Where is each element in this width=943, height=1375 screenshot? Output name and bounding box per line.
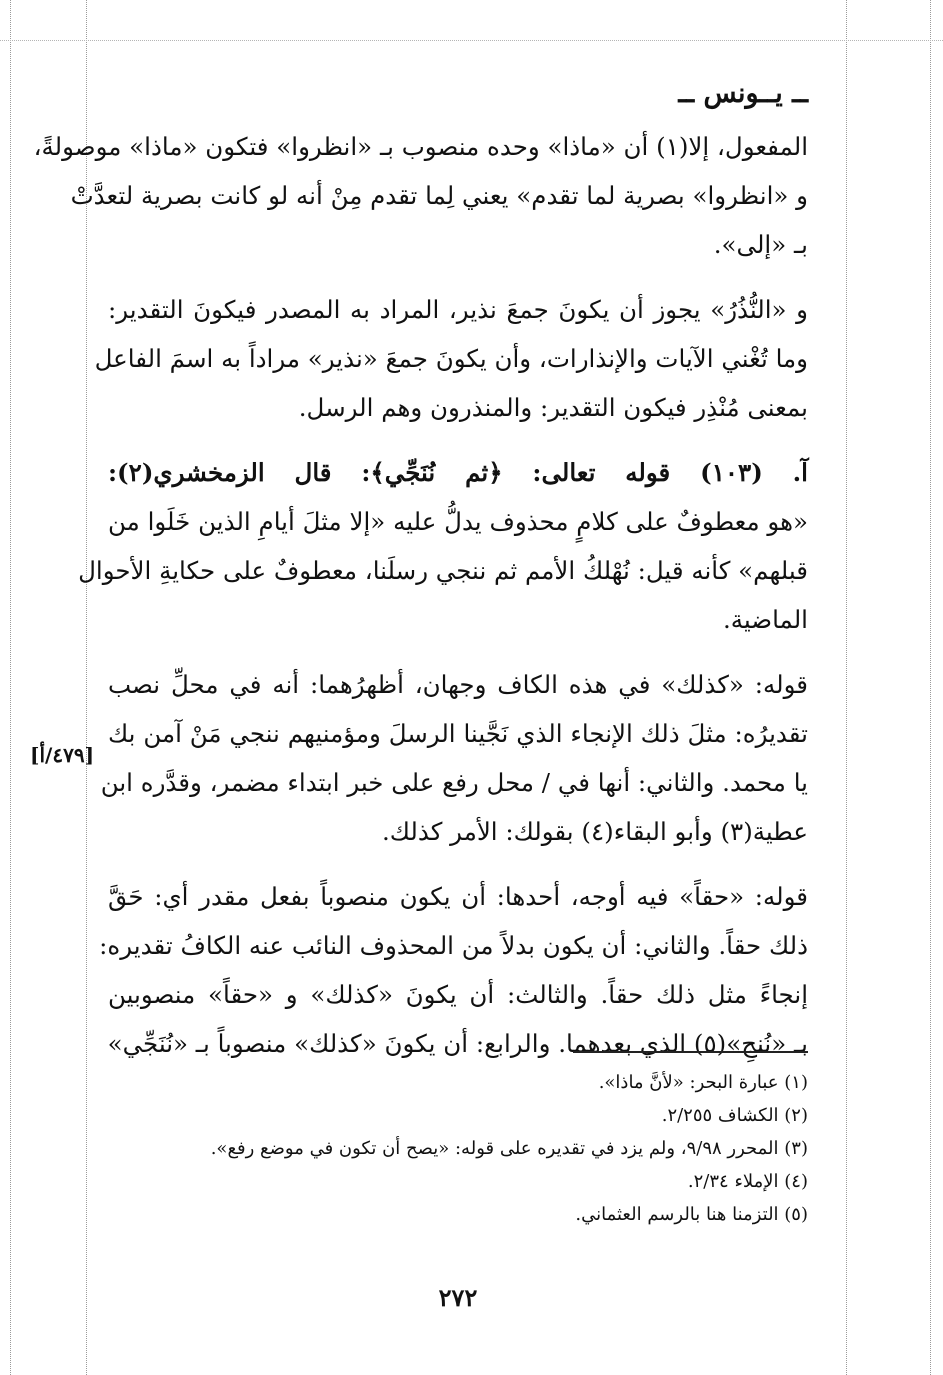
manuscript-folio-note: [٤٧٩/أ] bbox=[30, 743, 95, 767]
text-line: إنجاءً مثل ذلك حقاً. والثالث: أن يكونَ «كذلك» و «حقاً» منصوبين bbox=[108, 980, 808, 1009]
verse-heading: آ. (١٠٣) قوله تعالى: ﴿ثم نُنَجِّي﴾: قال الزمخشري(٢): bbox=[108, 458, 808, 487]
paragraph bbox=[100, 660, 808, 856]
text-line: المفعول، إلا(١) أن «ماذا» وحده منصوب بـ «انظروا» فتكون «ماذا» موصولةً، bbox=[33, 132, 808, 161]
text-line: يا محمد. والثاني: أنها في / محل رفع على خبر ابتداء مضمر، وقدَّره ابن bbox=[100, 768, 808, 797]
scan-edge-left bbox=[10, 0, 11, 1375]
footnote: (٢) الكشاف ٢/٢٥٥. bbox=[661, 1105, 808, 1126]
footnote-separator bbox=[573, 1051, 808, 1053]
running-header: ــ يــونس ــ bbox=[678, 78, 808, 109]
text-line: تقديرُه: مثلَ ذلك الإنجاء الذي نَجَّينا الرسلَ ومؤمنيهم ننجي مَنْ آمن بك bbox=[108, 719, 808, 748]
footnote: (٥) التزمنا هنا بالرسم العثماني. bbox=[575, 1204, 808, 1225]
paragraph bbox=[78, 448, 808, 644]
footnote: (٣) المحرر ٩/٩٨، ولم يزد في تقديره على قوله: «يصح أن تكون في موضع رفع». bbox=[210, 1138, 808, 1159]
scan-guide-right bbox=[846, 0, 847, 1375]
text-line: ذلك حقاً. والثاني: أن يكون بدلاً من المحذوف النائب عنه الكافُ تقديره: bbox=[99, 931, 808, 960]
footnotes bbox=[211, 1066, 808, 1231]
paragraph bbox=[99, 872, 808, 1068]
text-line: قوله: «كذلك» في هذه الكاف وجهان، أظهرُهما: أنه في محلِّ نصب bbox=[108, 670, 808, 699]
paragraph bbox=[94, 285, 808, 432]
text-line: قبلهم» كأنه قيل: نُهْلكُ الأمم ثم ننجي رسلَنا، معطوفٌ على حكايةِ الأحوال bbox=[78, 556, 808, 585]
text-line: قوله: «حقاً» فيه أوجه، أحدها: أن يكون منصوباً بفعل مقدر أي: حَقَّ bbox=[108, 882, 808, 911]
scan-edge-right bbox=[930, 0, 931, 1375]
footnote: (١) عبارة البحر: «لأنَّ ماذا». bbox=[598, 1072, 808, 1093]
text-line: بمعنى مُنْذِر فيكون التقدير: والمنذرون وهم الرسل. bbox=[298, 393, 808, 422]
footnote: (٤) الإملاء ٢/٣٤. bbox=[687, 1171, 808, 1192]
text-line: و «انظروا» بصرية لما تقدم» يعني لِما تقدم مِنْ أنه لو كانت بصرية لتعدَّتْ bbox=[70, 181, 808, 210]
text-line: و «النُّذُرُ» يجوز أن يكونَ جمعَ نذير، المراد به المصدر فيكونَ التقدير: bbox=[108, 295, 808, 324]
text-line: بـ «نُنجِ»(٥) الذي بعدهما. والرابع: أن يكونَ «كذلك» منصوباً بـ «نُنَجِّي» bbox=[107, 1029, 808, 1058]
text-line: الماضية. bbox=[722, 605, 808, 634]
book-page bbox=[30, 70, 808, 1350]
text-line: بـ «إلى». bbox=[713, 230, 808, 259]
text-line: عطية(٣) وأبو البقاء(٤) بقولك: الأمر كذلك. bbox=[381, 817, 808, 846]
text-line: «هو معطوفٌ على كلامٍ محذوف يدلُّ عليه «إلا مثلَ أيامِ الذين خَلَوا من bbox=[108, 507, 808, 536]
text-line: وما تُغْني الآيات والإنذارات، وأن يكونَ جمعَ «نذير» مراداً به اسمَ الفاعل bbox=[94, 344, 808, 373]
paragraph bbox=[33, 122, 808, 269]
scan-guide-top bbox=[0, 40, 943, 41]
page-number: ٢٧٢ bbox=[438, 1283, 478, 1312]
